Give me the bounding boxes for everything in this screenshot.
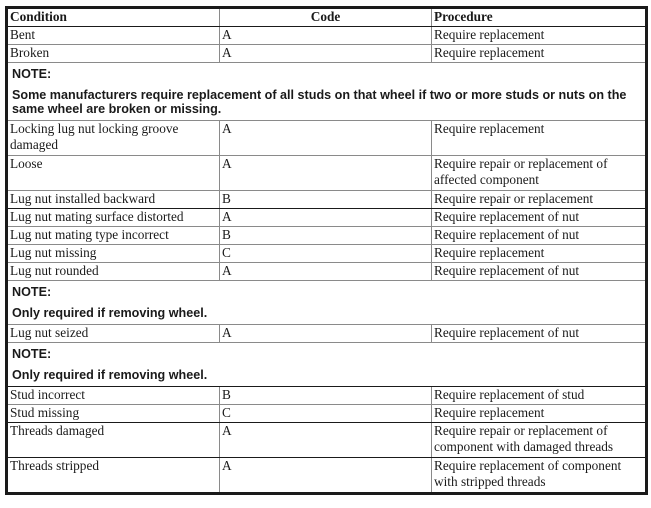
table-row <box>7 325 647 343</box>
code-cell: A <box>220 45 432 63</box>
note-label: NOTE: <box>12 347 52 361</box>
table-row <box>7 191 647 209</box>
code-cell: A <box>220 209 432 227</box>
condition-cell: Lug nut installed backward <box>7 191 220 209</box>
note-text: Only required if removing wheel. <box>12 306 208 320</box>
procedure-cell: Require repair or replacement <box>432 191 647 209</box>
code-cell: A <box>220 263 432 281</box>
note-cell <box>7 343 647 387</box>
note-row <box>7 281 647 325</box>
table-row <box>7 227 647 245</box>
procedure-cell: Require replacement <box>432 245 647 263</box>
code-cell: B <box>220 227 432 245</box>
code-cell: A <box>220 27 432 45</box>
procedure-cell: Require replacement <box>432 45 647 63</box>
note-row <box>7 343 647 387</box>
condition-cell: Lug nut seized <box>7 325 220 343</box>
condition-cell: Lug nut missing <box>7 245 220 263</box>
table-row <box>7 27 647 45</box>
table-row <box>7 423 647 458</box>
note-label: NOTE: <box>12 67 52 81</box>
table-row <box>7 263 647 281</box>
condition-cell: Stud incorrect <box>7 387 220 405</box>
procedure-cell: Require replacement of nut <box>432 209 647 227</box>
code-cell: A <box>220 121 432 156</box>
condition-cell: Broken <box>7 45 220 63</box>
note-label: NOTE: <box>12 285 52 299</box>
table-row <box>7 156 647 191</box>
header-procedure: Procedure <box>432 8 647 27</box>
condition-cell: Lug nut rounded <box>7 263 220 281</box>
note-cell <box>7 63 647 121</box>
condition-cell: Lug nut mating type incorrect <box>7 227 220 245</box>
header-condition: Condition <box>7 8 220 27</box>
table-header-row <box>7 8 647 27</box>
header-code: Code <box>220 8 432 27</box>
note-row <box>7 63 647 121</box>
code-cell: B <box>220 387 432 405</box>
condition-cell: Lug nut mating surface distorted <box>7 209 220 227</box>
condition-cell: Stud missing <box>7 405 220 423</box>
table-row <box>7 209 647 227</box>
condition-cell: Threads damaged <box>7 423 220 458</box>
note-text: Some manufacturers require replacement of all studs on that wheel if two or more studs or nuts on the same wheel are broken or missing. <box>12 88 627 116</box>
code-cell: A <box>220 156 432 191</box>
code-cell: A <box>220 458 432 494</box>
code-cell: C <box>220 405 432 423</box>
table-row <box>7 458 647 494</box>
procedure-cell: Require replacement of component with stripped threads <box>432 458 647 494</box>
condition-cell: Loose <box>7 156 220 191</box>
condition-cell: Threads stripped <box>7 458 220 494</box>
procedure-cell: Require replacement of nut <box>432 263 647 281</box>
condition-cell: Locking lug nut locking groove damaged <box>7 121 220 156</box>
procedure-cell: Require replacement <box>432 405 647 423</box>
code-cell: A <box>220 325 432 343</box>
procedure-cell: Require replacement <box>432 121 647 156</box>
inspection-table <box>5 6 648 495</box>
code-cell: A <box>220 423 432 458</box>
procedure-cell: Require replacement of stud <box>432 387 647 405</box>
table-row <box>7 405 647 423</box>
note-text: Only required if removing wheel. <box>12 368 208 382</box>
procedure-cell: Require replacement <box>432 27 647 45</box>
code-cell: C <box>220 245 432 263</box>
table-row <box>7 121 647 156</box>
code-cell: B <box>220 191 432 209</box>
table-row <box>7 45 647 63</box>
note-cell <box>7 281 647 325</box>
table-row <box>7 245 647 263</box>
condition-cell: Bent <box>7 27 220 45</box>
procedure-cell: Require replacement of nut <box>432 227 647 245</box>
procedure-cell: Require repair or replacement of affected component <box>432 156 647 191</box>
table-row <box>7 387 647 405</box>
procedure-cell: Require replacement of nut <box>432 325 647 343</box>
procedure-cell: Require repair or replacement of component with damaged threads <box>432 423 647 458</box>
